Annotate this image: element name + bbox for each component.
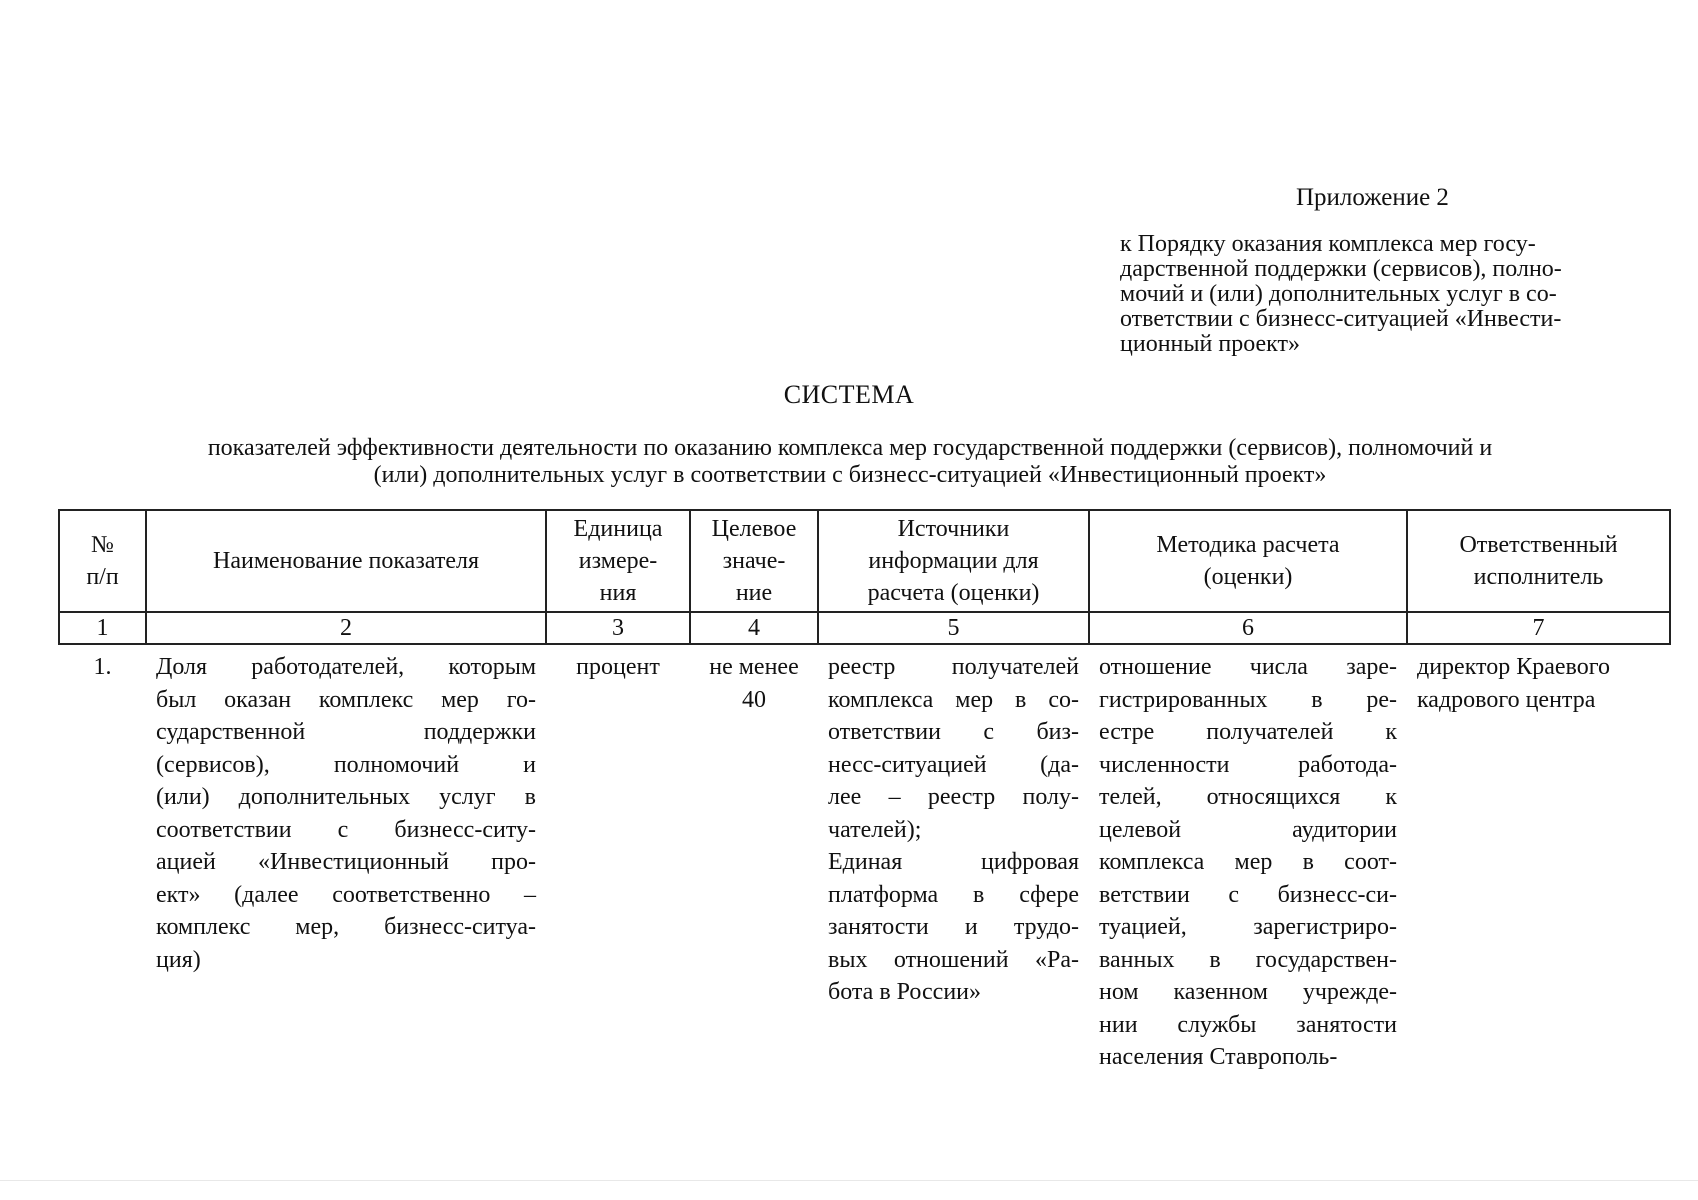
text-line: численности работода-	[1099, 751, 1397, 778]
text-line: ция)	[156, 946, 201, 973]
text-line: населения Ставрополь-	[1099, 1044, 1338, 1070]
text-line: телей, относящихся к	[1099, 784, 1397, 810]
text-line: отношение числа заре-	[1099, 654, 1397, 680]
appendix-reference: к Порядку оказания комплекса мер госу- дарственной поддержки (сервисов), полно- мочий и (или) дополнительных услуг в со- ответствии с бизнесс-ситуацией «Инвести- ционный проект»	[1120, 231, 1562, 357]
text-line: туацией, зарегистриро-	[1099, 914, 1397, 940]
scan-artifact-line	[0, 1180, 1698, 1181]
text-line: кадрового центра	[1417, 686, 1596, 713]
indicator-name-cell	[146, 644, 546, 1074]
text-line: лее – реестр полу-	[828, 784, 1079, 810]
text-line: реестр получателей	[828, 654, 1079, 680]
header-unit: Единица измере- ния	[546, 510, 690, 612]
document-subtitle: показателей эффективности деятельности по оказанию комплекса мер государственной поддержки (сервисов), полномочий и (или) дополнительных услуг в соответствии с бизнесс-ситуацией «Инвестиционный проект»	[207, 435, 1493, 488]
column-number: 4	[690, 612, 818, 644]
info-sources-cell	[818, 644, 1089, 1074]
calculation-method-cell	[1089, 644, 1407, 1074]
table-row	[59, 644, 1670, 1074]
table-header-row	[59, 510, 1670, 612]
text-line: ответствии с биз-	[828, 719, 1079, 745]
column-number: 5	[818, 612, 1089, 644]
text-line: директор Краевого	[1417, 654, 1610, 680]
column-number: 3	[546, 612, 690, 644]
row-number: 1.	[93, 654, 112, 680]
text-line: Доля работодателей, которым	[156, 654, 536, 680]
header-responsible: Ответственный исполнитель	[1407, 510, 1670, 612]
header-calculation-method: Методика расчета (оценки)	[1089, 510, 1407, 612]
text-line: вых отношений «Ра-	[828, 946, 1079, 973]
text-line: несс-ситуацией (да-	[828, 751, 1079, 778]
target-value-cell: не менее 40	[709, 654, 799, 713]
text-line: ацией «Инвестиционный про-	[156, 849, 536, 875]
text-line: комплекса мер в со-	[828, 686, 1079, 713]
text-line: был оказан комплекс мер го-	[156, 686, 536, 713]
column-numbers-row	[59, 612, 1670, 644]
text-line: занятости и трудо-	[828, 914, 1079, 940]
column-number: 1	[59, 612, 146, 644]
text-line: платформа в сфере	[828, 881, 1079, 908]
header-info-sources: Источники информации для расчета (оценки)	[818, 510, 1089, 612]
text-line: Единая цифровая	[828, 849, 1079, 875]
text-line: соответствии с бизнесс-ситу-	[156, 816, 536, 843]
appendix-title: Приложение 2	[1296, 184, 1449, 211]
text-line: целевой аудитории	[1099, 816, 1397, 843]
text-line: ном казенном учрежде-	[1099, 979, 1397, 1005]
indicators-table	[58, 509, 1671, 1074]
text-line: нии службы занятости	[1099, 1011, 1397, 1038]
unit-cell: процент	[576, 654, 660, 680]
text-line: чателей);	[828, 816, 922, 843]
text-line: естре получателей к	[1099, 719, 1397, 745]
text-line: ект» (далее соответственно –	[156, 881, 536, 908]
header-number: № п/п	[59, 510, 146, 612]
text-line: комплекса мер в соот-	[1099, 849, 1397, 875]
header-target-value: Целевое значе- ние	[690, 510, 818, 612]
text-line: (сервисов), полномочий и	[156, 751, 536, 778]
text-line: ванных в государствен-	[1099, 946, 1397, 973]
column-number: 2	[146, 612, 546, 644]
responsible-cell	[1407, 644, 1670, 1074]
text-line: бота в России»	[828, 979, 981, 1005]
text-line: (или) дополнительных услуг в	[156, 784, 536, 810]
column-number: 7	[1407, 612, 1670, 644]
text-line: комплекс мер, бизнесс-ситуа-	[156, 914, 536, 940]
header-indicator-name: Наименование показателя	[146, 510, 546, 612]
column-number: 6	[1089, 612, 1407, 644]
text-line: гистрированных в ре-	[1099, 686, 1397, 713]
document-title: СИСТЕМА	[783, 380, 915, 409]
text-line: сударственной поддержки	[156, 719, 536, 745]
text-line: ветствии с бизнесс-си-	[1099, 881, 1397, 908]
